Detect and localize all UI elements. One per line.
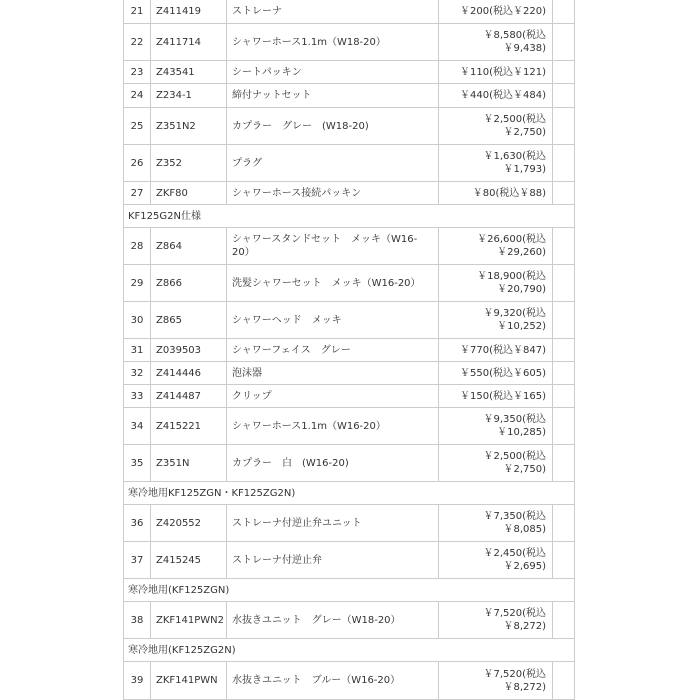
table-row <box>124 228 575 265</box>
part-code: Z414487 <box>151 385 227 408</box>
item-number: 27 <box>124 182 151 205</box>
item-number: 35 <box>124 445 151 482</box>
price-cell <box>439 408 553 445</box>
section-header-row <box>124 205 575 228</box>
price-text: ￥8,272) <box>503 621 546 632</box>
part-code: ZKF141PWN <box>151 662 227 700</box>
empty-cell <box>553 61 575 84</box>
table-row <box>124 505 575 542</box>
empty-cell <box>553 265 575 302</box>
price-text: ￥2,500(税込 <box>483 451 546 462</box>
parts-table-body <box>124 0 575 700</box>
part-name: プラグ <box>227 145 439 182</box>
empty-cell <box>553 362 575 385</box>
empty-cell <box>553 542 575 579</box>
price-text: ￥2,695) <box>503 561 546 572</box>
part-name: シャワーヘッド メッキ <box>227 302 439 339</box>
part-code: Z415221 <box>151 408 227 445</box>
price-text: ￥8,580(税込 <box>483 30 546 41</box>
price-text: ￥2,750) <box>503 127 546 138</box>
section-label: KF125G2N仕様 <box>124 205 575 228</box>
empty-cell <box>553 662 575 700</box>
item-number: 33 <box>124 385 151 408</box>
price-text: ￥9,350(税込 <box>483 414 546 425</box>
price-text: ￥20,790) <box>497 284 546 295</box>
price-text: ￥8,085) <box>503 524 546 535</box>
price-text: ￥150(税込￥165) <box>460 390 546 402</box>
price-cell <box>439 339 553 362</box>
table-row <box>124 542 575 579</box>
part-code: Z351N2 <box>151 108 227 145</box>
price-text: ￥29,260) <box>497 247 546 258</box>
item-number: 34 <box>124 408 151 445</box>
price-cell <box>439 61 553 84</box>
empty-cell <box>553 339 575 362</box>
item-number: 32 <box>124 362 151 385</box>
part-name: シャワーフェイス グレー <box>227 339 439 362</box>
price-cell <box>439 84 553 108</box>
table-row <box>124 182 575 205</box>
price-text: ￥1,630(税込 <box>483 151 546 162</box>
item-number: 38 <box>124 602 151 639</box>
part-name: シートパッキン <box>227 61 439 84</box>
part-name: ストレーナ付逆止弁ユニット <box>227 505 439 542</box>
part-name: 泡沫器 <box>227 362 439 385</box>
empty-cell <box>553 228 575 265</box>
price-text: ￥18,900(税込 <box>477 271 546 282</box>
price-cell <box>439 505 553 542</box>
price-text: ￥7,520(税込 <box>483 668 546 680</box>
item-number: 28 <box>124 228 151 265</box>
empty-cell <box>553 145 575 182</box>
table-row <box>124 339 575 362</box>
table-row <box>124 61 575 84</box>
price-text: ￥770(税込￥847) <box>460 344 546 356</box>
price-text: ￥80(税込￥88) <box>472 187 546 199</box>
part-code: ZKF141PWN2 <box>151 602 227 639</box>
empty-cell <box>553 182 575 205</box>
price-cell <box>439 228 553 265</box>
table-row <box>124 265 575 302</box>
part-code: ZKF80 <box>151 182 227 205</box>
price-cell <box>439 542 553 579</box>
price-cell <box>439 0 553 24</box>
price-text: ￥10,252) <box>497 321 546 332</box>
section-header-row <box>124 639 575 662</box>
empty-cell <box>553 602 575 639</box>
price-cell <box>439 24 553 61</box>
part-code: Z234-1 <box>151 84 227 108</box>
section-label: 寒冷地用(KF125ZGN) <box>124 579 575 602</box>
part-name: カプラー 白 (W16-20) <box>227 445 439 482</box>
part-code: Z351N <box>151 445 227 482</box>
part-code: Z866 <box>151 265 227 302</box>
price-text: ￥26,600(税込 <box>477 234 546 245</box>
part-name: 水抜きユニット グレー（W18-20） <box>227 602 439 639</box>
price-text: ￥8,272) <box>503 681 546 693</box>
price-cell <box>439 385 553 408</box>
price-text: ￥2,500(税込 <box>483 114 546 125</box>
part-name: シャワーホース接続パッキン <box>227 182 439 205</box>
table-row <box>124 108 575 145</box>
parts-table <box>123 0 575 700</box>
part-code: Z414446 <box>151 362 227 385</box>
price-text: ￥110(税込￥121) <box>460 66 546 78</box>
price-text: ￥10,285) <box>497 427 546 438</box>
price-cell <box>439 302 553 339</box>
part-name: シャワーホース1.1m（W16-20） <box>227 408 439 445</box>
table-row <box>124 302 575 339</box>
price-text: ￥7,350(税込 <box>483 511 546 522</box>
item-number: 31 <box>124 339 151 362</box>
price-cell <box>439 145 553 182</box>
price-cell <box>439 445 553 482</box>
price-cell <box>439 265 553 302</box>
part-name: ストレーナ付逆止弁 <box>227 542 439 579</box>
item-number: 30 <box>124 302 151 339</box>
item-number: 21 <box>124 0 151 24</box>
price-text: ￥440(税込￥484) <box>460 90 546 101</box>
price-cell <box>439 362 553 385</box>
part-code: Z864 <box>151 228 227 265</box>
part-code: Z420552 <box>151 505 227 542</box>
item-number: 24 <box>124 84 151 108</box>
item-number: 25 <box>124 108 151 145</box>
item-number: 37 <box>124 542 151 579</box>
table-row <box>124 385 575 408</box>
item-number: 39 <box>124 662 151 700</box>
table-row <box>124 662 575 700</box>
price-text: ￥200(税込￥220) <box>460 6 546 17</box>
price-cell <box>439 182 553 205</box>
part-code: Z352 <box>151 145 227 182</box>
table-row <box>124 0 575 24</box>
empty-cell <box>553 302 575 339</box>
table-row <box>124 24 575 61</box>
table-row <box>124 145 575 182</box>
empty-cell <box>553 445 575 482</box>
price-cell <box>439 108 553 145</box>
price-text: ￥2,450(税込 <box>483 548 546 559</box>
part-name: 水抜きユニット ブルー（W16-20） <box>227 662 439 700</box>
part-name: 締付ナットセット <box>227 84 439 108</box>
price-text: ￥7,520(税込 <box>483 608 546 619</box>
part-code: Z039503 <box>151 339 227 362</box>
price-cell <box>439 662 553 700</box>
empty-cell <box>553 408 575 445</box>
part-code: Z43541 <box>151 61 227 84</box>
table-row <box>124 602 575 639</box>
empty-cell <box>553 385 575 408</box>
part-code: Z411419 <box>151 0 227 24</box>
part-code: Z411714 <box>151 24 227 61</box>
part-name: 洗髪シャワーセット メッキ（W16-20） <box>227 265 439 302</box>
item-number: 22 <box>124 24 151 61</box>
section-label: 寒冷地用KF125ZGN・KF125ZG2N) <box>124 482 575 505</box>
part-name: ストレーナ <box>227 0 439 24</box>
table-row <box>124 362 575 385</box>
empty-cell <box>553 84 575 108</box>
table-row <box>124 408 575 445</box>
part-name: カプラー グレー (W18-20) <box>227 108 439 145</box>
item-number: 23 <box>124 61 151 84</box>
empty-cell <box>553 505 575 542</box>
section-header-row <box>124 579 575 602</box>
price-text: ￥1,793) <box>503 164 546 175</box>
part-code: Z415245 <box>151 542 227 579</box>
part-name: シャワースタンドセット メッキ（W16-20） <box>227 228 439 265</box>
section-header-row <box>124 482 575 505</box>
item-number: 29 <box>124 265 151 302</box>
section-label: 寒冷地用(KF125ZG2N) <box>124 639 575 662</box>
price-text: ￥9,438) <box>503 43 546 54</box>
item-number: 36 <box>124 505 151 542</box>
empty-cell <box>553 24 575 61</box>
empty-cell <box>553 0 575 24</box>
price-text: ￥550(税込￥605) <box>460 367 546 379</box>
table-row <box>124 445 575 482</box>
empty-cell <box>553 108 575 145</box>
price-cell <box>439 602 553 639</box>
part-name: クリップ <box>227 385 439 408</box>
price-text: ￥2,750) <box>503 464 546 475</box>
part-code: Z865 <box>151 302 227 339</box>
table-row <box>124 84 575 108</box>
price-text: ￥9,320(税込 <box>483 308 546 319</box>
part-name: シャワーホース1.1m（W18-20） <box>227 24 439 61</box>
item-number: 26 <box>124 145 151 182</box>
